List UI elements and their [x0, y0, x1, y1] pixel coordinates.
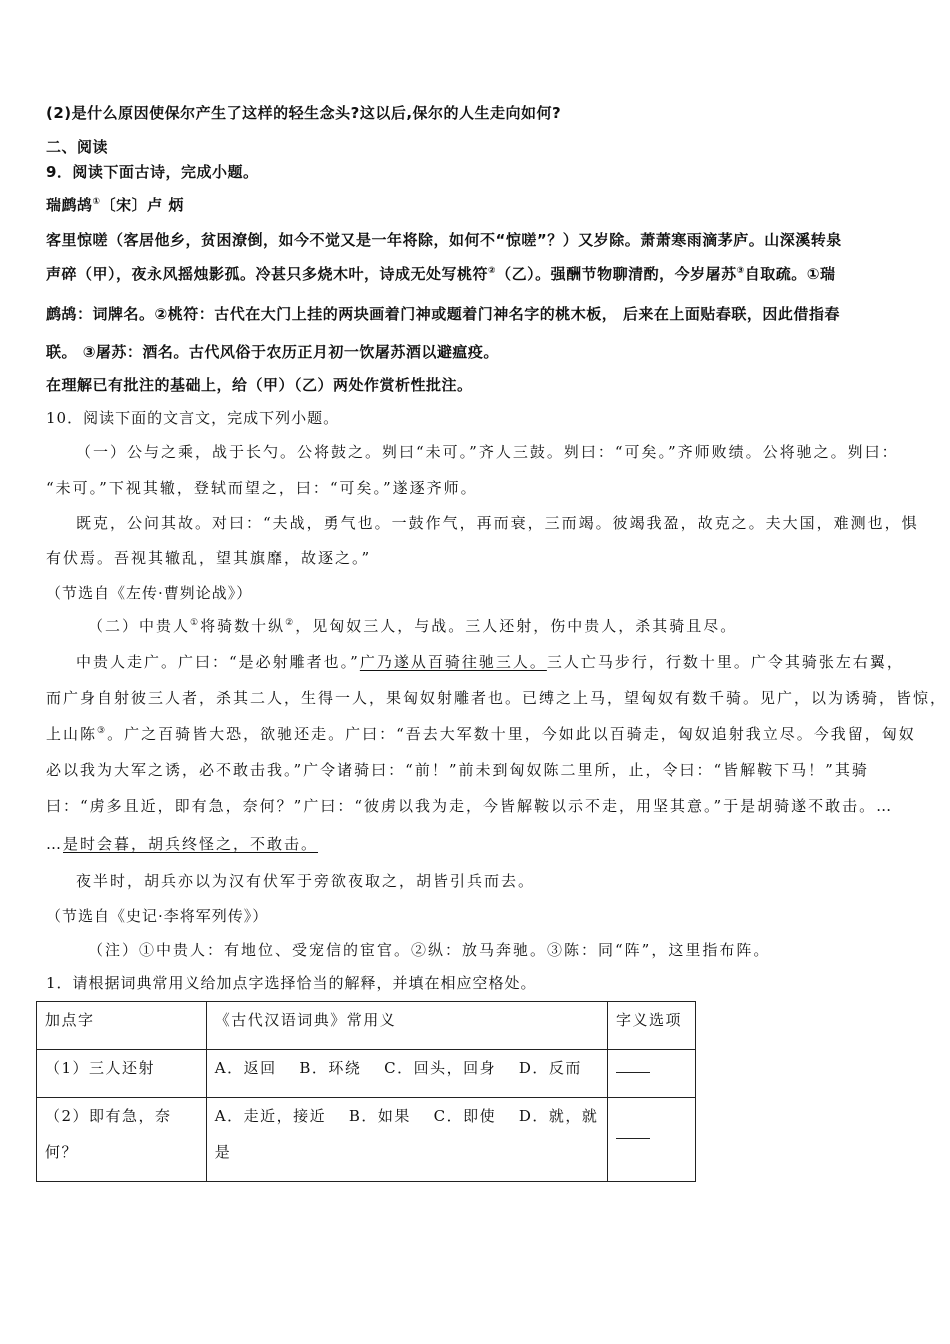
- passage-2-line-1-c: ，见匈奴三人，与战。三人还射，伤中贵人，杀其骑且尽。: [295, 617, 738, 635]
- passage-2-line-4: [46, 723, 916, 744]
- table-header-row: [37, 1002, 696, 1050]
- table-cell-meaning-line-2: 是: [214, 1143, 232, 1161]
- question-9-task: 在理解已有批注的基础上，给（甲）（乙）两处作赏析性批注。: [46, 376, 473, 394]
- footnote-marker: ③: [97, 726, 108, 736]
- vocabulary-table: [36, 1001, 696, 1182]
- question-10-prompt: 10．阅读下面的文言文，完成下列小题。: [46, 409, 340, 427]
- table-cell-word: （1）三人还射: [37, 1050, 207, 1098]
- table-cell-word: [37, 1098, 207, 1182]
- passage-2-line-2: [76, 651, 904, 672]
- subquestion-1-prompt: 1．请根据词典常用义给加点字选择恰当的解释，并填在相应空格处。: [46, 974, 537, 992]
- footnote-marker: ①: [92, 197, 101, 207]
- table-header: 字义选项: [608, 1002, 696, 1050]
- poem-line-2-text: 声碎（甲），夜永风摇烛影孤。冷甚只多烧木叶，诗成无处写桃符: [46, 265, 489, 283]
- poem-line-2-tail: （乙）。强酬节物聊清酌，今岁屠苏: [496, 265, 737, 283]
- answer-blank-2[interactable]: [608, 1098, 696, 1182]
- footnote-marker: ③: [736, 266, 745, 276]
- question-9-prompt: 9．阅读下面古诗，完成小题。: [46, 163, 259, 181]
- poem-title: [46, 194, 184, 215]
- table-cell-meaning: A．返回 B．环绕 C．回头，回身 D．反而: [206, 1050, 607, 1098]
- table-cell-meaning: [206, 1098, 607, 1182]
- poem-author: 〔宋〕卢 炳: [100, 196, 184, 214]
- question-8-part-2: (2)是什么原因使保尔产生了这样的轻生念头?这以后,保尔的人生走向如何?: [46, 104, 562, 122]
- passage-1-line-4: 有伏焉。吾视其辙乱，望其旗靡，故逐之。”: [46, 549, 372, 567]
- footnote-marker: ②: [285, 618, 296, 628]
- passage-1-line-2: “未可。”下视其辙，登轼而望之，曰：“可矣。”遂逐齐师。: [46, 479, 478, 497]
- passage-2-line-3: 而广身自射彼三人者，杀其二人，生得一人，果匈奴射雕者也。已缚之上马，望匈奴有数千骑。见广，以为诱骑，皆惊，: [46, 689, 948, 707]
- poem-note-2: 联。 ③屠苏：酒名。古代风俗于农历正月初一饮屠苏酒以避瘟疫。: [46, 343, 499, 361]
- table-cell-word-line-2: 何？: [45, 1143, 79, 1161]
- poem-title-text: 瑞鹧鸪: [46, 196, 93, 214]
- passage-1-line-1: （一）公与之乘，战于长勺。公将鼓之。刿曰“未可。”齐人三鼓。刿曰：“可矣。”齐师败绩。公将驰之。刿曰：: [76, 443, 899, 461]
- passage-2-line-1: [88, 615, 737, 636]
- underlined-sentence-1: 广乃遂从百骑往驰三人。: [359, 653, 547, 671]
- passage-1-line-3: 既克，公问其故。对曰：“夫战，勇气也。一鼓作气，再而衰，三而竭。彼竭我盈，故克之。夫大国，难测也，惧: [76, 514, 919, 532]
- answer-line[interactable]: [616, 1054, 650, 1073]
- passage-2-line-4-a: 上山陈: [46, 725, 98, 743]
- table-cell-word-line-1: （2）即有急，奈: [45, 1107, 172, 1125]
- section-heading: 二、阅读: [46, 138, 109, 156]
- table-header: 《古代汉语词典》常用义: [206, 1002, 607, 1050]
- underlined-sentence-2: 是时会暮，胡兵终怪之，不敢击。: [63, 835, 319, 853]
- passage-2-note: （注）①中贵人：有地位、受宠信的宦官。②纵：放马奔驰。③陈：同“阵”，这里指布阵。: [88, 941, 771, 959]
- poem-note-1: 鹧鸪：词牌名。②桃符：古代在大门上挂的两块画着门神或题着门神名字的桃木板， 后来在上面贴春联，因此借指春: [46, 305, 840, 323]
- table-row: [37, 1098, 696, 1182]
- poem-line-1: 客里惊嗟（客居他乡，贫困潦倒，如今不觉又是一年将除，如何不“惊嗟”？）又岁除。萧萧寒雨滴茅庐。山深溪转泉: [46, 231, 842, 249]
- passage-2-line-1-a: （二）中贵人: [88, 617, 191, 635]
- passage-2-line-7-a: …: [46, 835, 63, 853]
- answer-line[interactable]: [616, 1120, 650, 1139]
- passage-2-line-4-b: 。广之百骑皆大恐，欲驰还走。广曰：“吾去大军数十里，今如此以百骑走，匈奴追射我立尽。今我留，匈奴: [107, 725, 916, 743]
- passage-2-line-5: 必以我为大军之诱，必不敢击我。”广令诸骑曰：“前！”前未到匈奴陈二里所，止，令曰：“皆解鞍下马！”其骑: [46, 761, 869, 779]
- footnote-marker: ①: [190, 618, 201, 628]
- table-header: 加点字: [37, 1002, 207, 1050]
- passage-2-line-8: 夜半时，胡兵亦以为汉有伏军于旁欲夜取之，胡皆引兵而去。: [76, 872, 536, 890]
- poem-line-2: [46, 263, 835, 284]
- passage-2-line-1-b: 将骑数十纵: [200, 617, 286, 635]
- footnote-marker: ②: [488, 266, 497, 276]
- poem-line-2-end: 自取疏。①瑞: [744, 265, 836, 283]
- source-1: （节选自《左传·曹刿论战》）: [46, 584, 253, 602]
- passage-2-line-2-b: 三人亡马步行，行数十里。广令其骑张左右翼，: [546, 653, 904, 671]
- passage-2-line-6: 曰：“虏多且近，即有急，奈何？”广曰：“彼虏以我为走，今皆解鞍以示不走，用坚其意。”于是胡骑遂不敢击。…: [46, 797, 894, 815]
- passage-2-line-2-a: 中贵人走广。广曰：“是必射雕者也。”: [76, 653, 360, 671]
- source-2: （节选自《史记·李将军列传》）: [46, 907, 269, 925]
- answer-blank-1[interactable]: [608, 1050, 696, 1098]
- passage-2-line-7: [46, 833, 318, 854]
- table-cell-meaning-line-1: A．走近，接近 B．如果 C．即使 D．就，就: [214, 1107, 599, 1125]
- table-row: [37, 1050, 696, 1098]
